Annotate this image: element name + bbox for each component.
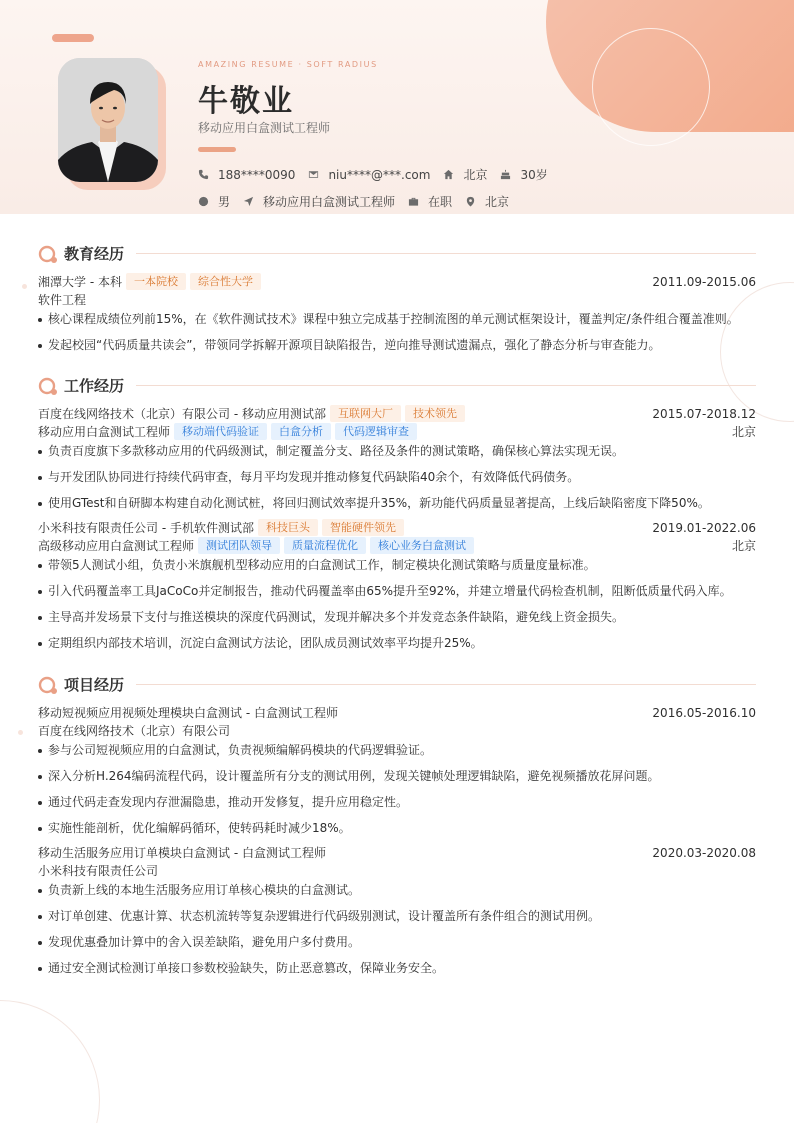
role-tag: 代码逻辑审查 <box>335 423 417 440</box>
section-icon <box>38 244 58 264</box>
status-text: 在职 <box>428 195 453 209</box>
education-tag: 综合性大学 <box>190 273 261 290</box>
education-tag: 一本院校 <box>126 273 186 290</box>
job-bullet: 使用GTest和自研脚本构建自动化测试桩，将回归测试效率提升35%，新功能代码质量显著提高，上线后缺陷密度下降50%。 <box>38 495 756 512</box>
age-text: 30岁 <box>520 168 548 182</box>
education-bullet: 核心课程成绩位列前15%，在《软件测试技术》课程中独立完成基于控制流图的单元测试框架设计，覆盖判定/条件组合覆盖准则。 <box>38 311 756 328</box>
project-section-header <box>38 674 756 695</box>
education-bullet: 发起校园“代码质量共读会”，带领同学拆解开源项目缺陷报告，逆向推导测试遗漏点，强化了静态分析与审查能力。 <box>38 337 756 354</box>
info-city <box>465 193 509 210</box>
education-major-row <box>38 291 756 308</box>
education-entry-header <box>38 273 756 290</box>
project-bullet: 参与公司短视频应用的白盒测试，负责视频编解码模块的代码逻辑验证。 <box>38 742 756 759</box>
city-text: 北京 <box>485 195 510 209</box>
education-date: 2011.09-2015.06 <box>652 274 756 289</box>
job-city: 北京 <box>731 539 756 553</box>
location-icon <box>465 196 476 207</box>
job-company: 小米科技有限责任公司 - 手机软件测试部 <box>38 521 254 535</box>
project-name-row <box>38 704 756 721</box>
job-company: 百度在线网络技术（北京）有限公司 - 移动应用测试部 <box>38 407 326 421</box>
project-bullet: 发现优惠叠加计算中的舍入误差缺陷，避免用户多付费用。 <box>38 934 756 951</box>
project-name: 移动短视频应用视频处理模块白盒测试 - 白盒测试工程师 <box>38 706 338 720</box>
email-text: niu****@***.com <box>328 167 431 182</box>
role-tag: 白盒分析 <box>271 423 331 440</box>
project-bullet: 对订单创建、优惠计算、状态机流转等复杂逻辑进行代码级别测试，设计覆盖所有条件组合的测试用例。 <box>38 908 756 925</box>
company-tag: 科技巨头 <box>258 519 318 536</box>
project-bullet: 通过安全测试检测订单接口参数校验缺失，防止恶意篡改，保障业务安全。 <box>38 960 756 977</box>
section-divider <box>136 684 756 685</box>
project-date: 2020.03-2020.08 <box>652 845 756 860</box>
personal-info-row <box>198 193 522 210</box>
job-bullet: 主导高并发场景下支付与推送模块的深度代码测试，发现并解决多个并发竞态条件缺陷，避免线上资金损失。 <box>38 609 756 626</box>
info-phone <box>198 168 295 182</box>
header-decor-ring <box>592 28 710 146</box>
role-tag: 质量流程优化 <box>284 537 366 554</box>
job-bullet: 定期组织内部技术培训，沉淀白盒测试方法论，团队成员测试效率平均提升25%。 <box>38 635 756 652</box>
project-name: 移动生活服务应用订单模块白盒测试 - 白盒测试工程师 <box>38 846 326 860</box>
home-icon <box>443 169 454 180</box>
project-company: 小米科技有限责任公司 <box>38 864 159 878</box>
section-divider <box>136 385 756 386</box>
section-icon <box>38 376 58 396</box>
phone-text: 188****0090 <box>218 167 296 182</box>
work-section-title: 工作经历 <box>64 377 125 395</box>
role-tag: 移动端代码验证 <box>174 423 267 440</box>
project-date: 2016.05-2016.10 <box>652 705 756 720</box>
candidate-name: 牛敬业 <box>198 84 294 119</box>
job-date: 2019.01-2022.06 <box>652 520 756 535</box>
job-city: 北京 <box>731 425 756 439</box>
project-bullet: 深入分析H.264编码流程代码，设计覆盖所有分支的测试用例，发现关键帧处理逻辑缺陷，避免视频播放花屏问题。 <box>38 768 756 785</box>
decor-dot <box>22 284 27 289</box>
header-accent-pill <box>52 34 94 42</box>
project-company-row <box>38 722 756 739</box>
company-tag: 技术领先 <box>405 405 465 422</box>
company-tag: 智能硬件领先 <box>322 519 404 536</box>
hometown-text: 北京 <box>463 168 488 182</box>
project-company: 百度在线网络技术（北京）有限公司 <box>38 724 231 738</box>
info-status <box>408 193 452 210</box>
job-bullet: 带领5人测试小组，负责小米旗舰机型移动应用的白盒测试工作，制定模块化测试策略与质量度量标准。 <box>38 557 756 574</box>
section-divider <box>136 253 756 254</box>
role-tag: 测试团队领导 <box>198 537 280 554</box>
company-tag: 互联网大厂 <box>330 405 401 422</box>
work-section-header <box>38 375 756 396</box>
job-role: 移动应用白盒测试工程师 <box>38 425 171 439</box>
target-position-text: 移动应用白盒测试工程师 <box>263 195 396 209</box>
project-section-title: 项目经历 <box>64 676 125 694</box>
job-bullet: 与开发团队协同进行持续代码审查，每月平均发现并推动修复代码缺陷40余个，有效降低代码债务。 <box>38 469 756 486</box>
info-email <box>308 168 430 182</box>
cake-icon <box>500 169 511 180</box>
job-company-row <box>38 519 756 536</box>
project-bullet: 实施性能剖析，优化编解码循环，使转码耗时减少18%。 <box>38 820 756 837</box>
profile-photo <box>58 58 158 182</box>
info-age <box>500 166 547 183</box>
contact-info-row <box>198 166 561 183</box>
job-bullet: 引入代码覆盖率工具JaCoCo并定制报告，推动代码覆盖率由65%提升至92%，并建立增量代码检查机制，阻断低质量代码入库。 <box>38 583 756 600</box>
briefcase-icon <box>408 196 419 207</box>
job-title: 移动应用白盒测试工程师 <box>198 121 331 135</box>
job-bullet: 负责百度旗下多款移动应用的代码级测试，制定覆盖分支、路径及条件的测试策略，确保核心算法实现无误。 <box>38 443 756 460</box>
decor-circle <box>0 1000 100 1123</box>
job-role-row <box>38 537 756 554</box>
education-section-header <box>38 243 756 264</box>
resume-tagline: AMAZING RESUME · SOFT RADIUS <box>198 60 378 69</box>
gender-text: 男 <box>218 195 231 209</box>
project-company-row <box>38 862 756 879</box>
mail-icon <box>308 169 319 180</box>
job-company-row <box>38 405 756 422</box>
job-role-row <box>38 423 756 440</box>
send-icon <box>243 196 254 207</box>
info-gender <box>198 193 230 210</box>
phone-icon <box>198 169 209 180</box>
info-hometown <box>443 166 487 183</box>
project-bullet: 通过代码走查发现内存泄漏隐患，推动开发修复，提升应用稳定性。 <box>38 794 756 811</box>
school-name: 湘潭大学 - 本科 <box>38 275 122 289</box>
project-bullet: 负责新上线的本地生活服务应用订单核心模块的白盒测试。 <box>38 882 756 899</box>
role-tag: 核心业务白盒测试 <box>370 537 474 554</box>
job-date: 2015.07-2018.12 <box>652 406 756 421</box>
education-section-title: 教育经历 <box>64 245 125 263</box>
info-target-position <box>243 193 395 210</box>
job-role: 高级移动应用白盒测试工程师 <box>38 539 195 553</box>
project-name-row <box>38 844 756 861</box>
gender-icon <box>198 196 209 207</box>
decor-dot <box>18 730 23 735</box>
education-major: 软件工程 <box>38 293 87 307</box>
title-accent-bar <box>198 147 236 152</box>
section-icon <box>38 675 58 695</box>
